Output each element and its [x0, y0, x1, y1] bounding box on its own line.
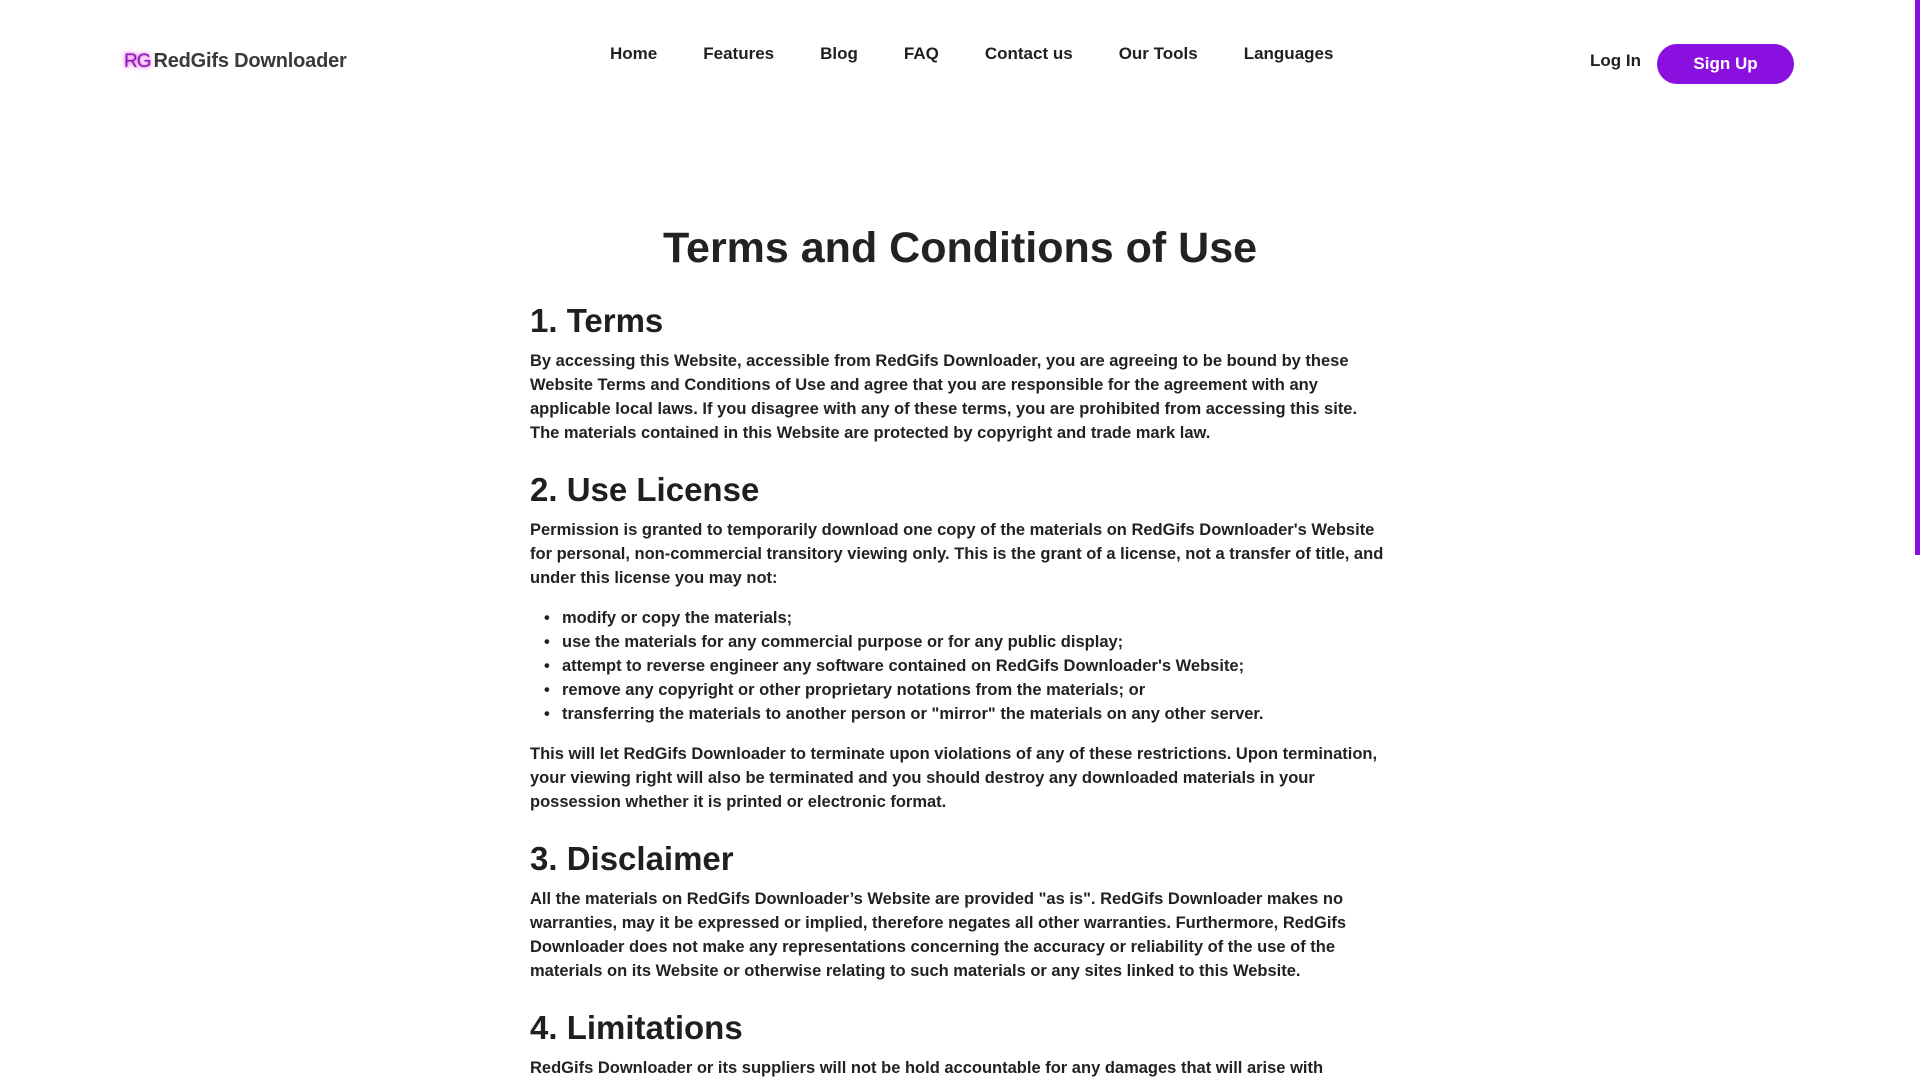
page-title: Terms and Conditions of Use	[662, 224, 1258, 272]
scrollbar-thumb[interactable]	[1915, 0, 1920, 555]
section-limitations	[530, 1007, 1390, 1080]
list-item: • transferring the materials to another person or "mirror" the materials on any other server.	[544, 705, 1264, 723]
nav-home[interactable]: Home	[610, 44, 658, 63]
section-paragraph: All the materials on RedGifs Downloader’s Website are provided "as is". RedGifs Downloader makes no warranties, may it be expressed or implied, therefore negates all other warranties. Furthermore, RedGifs Downloader does not make any representations concerning the accuracy or reliability of the use of the materials on its Website or otherwise relating to such materials or any sites linked to this Website.	[530, 890, 1347, 980]
logo-mark: RG	[124, 51, 151, 72]
nav-our-tools[interactable]: Our Tools	[1118, 44, 1198, 63]
list-item: • modify or copy the materials;	[544, 609, 793, 627]
nav-faq[interactable]: FAQ	[903, 44, 939, 63]
section-terms	[530, 300, 1390, 445]
section-heading: 1. Terms	[530, 302, 664, 339]
restrictions-list	[530, 606, 1390, 726]
section-paragraph: By accessing this Website, accessible from RedGifs Downloader, you are agreeing to be bound by these Website Terms and Conditions of Use and agree that you are responsible for the agreement with any applicable local laws. If you disagree with any of these terms, you are prohibited from accessing this site. The materials contained in this Website are protected by copyright and trade mark law.	[530, 352, 1358, 442]
terms-content	[530, 220, 1390, 1080]
logo-text: RedGifs Downloader	[153, 50, 347, 72]
main-nav	[610, 44, 1333, 64]
nav-features[interactable]: Features	[703, 44, 775, 63]
site-header	[0, 0, 1920, 110]
nav-languages[interactable]: Languages	[1243, 44, 1334, 63]
section-heading: 3. Disclaimer	[530, 840, 734, 877]
section-heading: 2. Use License	[530, 471, 760, 508]
signup-button[interactable]: Sign Up	[1657, 44, 1794, 84]
list-item: • remove any copyright or other proprietary notations from the materials; or	[544, 681, 1146, 699]
section-disclaimer	[530, 838, 1390, 983]
section-use-license	[530, 469, 1390, 814]
login-link[interactable]: Log In	[1590, 51, 1641, 70]
nav-contact-us[interactable]: Contact us	[984, 44, 1073, 63]
site-logo[interactable]	[124, 50, 347, 80]
section-paragraph: This will let RedGifs Downloader to terminate upon violations of any of these restrictions. Upon termination, your viewing right will also be terminated and you should destroy any downloaded materials in your possession whether it is printed or electronic format.	[530, 745, 1378, 811]
section-paragraph: Permission is granted to temporarily download one copy of the materials on RedGifs Downloader's Website for personal, non-commercial transitory viewing only. This is the grant of a license, not a transfer of title, and under this license you may not:	[530, 521, 1384, 587]
section-heading: 4. Limitations	[530, 1009, 743, 1046]
nav-blog[interactable]: Blog	[820, 44, 858, 63]
section-paragraph: RedGifs Downloader or its suppliers will not be hold accountable for any damages that will arise with	[530, 1059, 1324, 1077]
list-item: • use the materials for any commercial purpose or for any public display;	[544, 633, 1124, 651]
list-item: • attempt to reverse engineer any software contained on RedGifs Downloader's Website;	[544, 657, 1245, 675]
